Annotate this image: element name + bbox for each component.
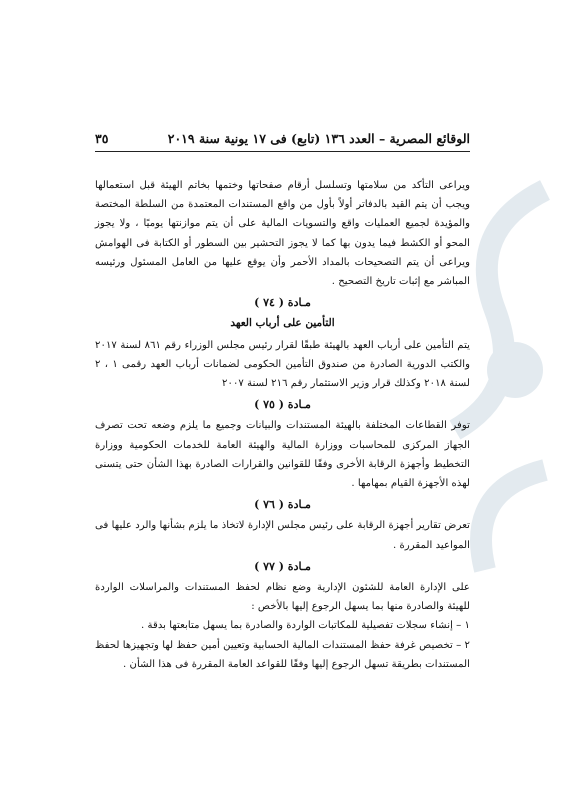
article-77-item: ١ – إنشاء سجلات تفصيلية للمكاتبات الواردة والصادرة بما يسهل متابعتها بدقة . xyxy=(141,620,470,632)
article-77-item: ٢ – تخصيص غرفة حفظ المستندات المالية الحسابية وتعيين أمين حفظ لها وتجهيزها لحفظ المستندات بطريقة تسهل الرجوع إليها وفقًا للقواعد العامة المقررة فى هذا الشأن . xyxy=(95,639,470,670)
article-74-text: يتم التأمين على أرباب العهد بالهيئة طبقًا لقرار رئيس مجلس الوزراء رقم ٨٦١ لسنة ٢٠١٧ والكتب الدورية الصادرة من صندوق التأمين الحكومى لضمانات أرباب العهد رقمى ١ ، ٢ لسنة ٢٠١٨ وكذلك قرار وزير الاستثمار رقم ٢١٦ لسنة ٢٠٠٧ xyxy=(95,339,470,390)
article-77-text: على الإدارة العامة للشئون الإدارية وضع نظام لحفظ المستندات والمراسلات الواردة للهيئة والصادرة منها بما يسهل الرجوع إليها بالأخص : xyxy=(95,582,470,613)
article-74-heading: مـادة ( ٧٤ ) xyxy=(254,296,311,310)
article-74-subheading: التأمين على أرباب العهد xyxy=(230,317,335,330)
page-number: ٣٥ xyxy=(95,131,109,146)
header-title: الوقائع المصرية – العدد ١٣٦ (تابع) فى ١٧ يونية سنة ٢٠١٩ xyxy=(167,131,470,146)
article-76-text: تعرض تقارير أجهزة الرقابة على رئيس مجلس الإدارة لاتخاذ ما يلزم بشأنها والرد عليها فى المواعيد المقررة . xyxy=(95,520,470,551)
page-header xyxy=(95,131,470,152)
article-76-heading: مـادة ( ٧٦ ) xyxy=(254,498,311,512)
article-75-text: توفر القطاعات المختلفة بالهيئة المستندات والبيانات وجميع ما يلزم وضعه تحت تصرف الجهاز المركزى للمحاسبات ووزارة المالية والهيئة العامة للخدمات الحكومية ووزارة التخطيط وأجهزة الرقابة الأخرى وفقًا للقوانين والقرارات الصادرة بهذا الشأن حتى يتسنى لهذه الأجهزة القيام بمهامها . xyxy=(95,420,470,490)
article-75-heading: مـادة ( ٧٥ ) xyxy=(254,398,311,412)
article-77-heading: مـادة ( ٧٧ ) xyxy=(254,559,311,573)
intro-paragraph: ويراعى التأكد من سلامتها وتسلسل أرقام صفحاتها وختمها بخاتم الهيئة قبل استعمالها ويجب أن يتم القيد بالدفاتر أولاً بأول من واقع المستندات المعتمدة من السلطة المختصة والمؤيدة لجميع العمليات واقع والتسويات المالية على أن يتم موازنتها يوميًا ، ولا يجوز المحو أو الكشط فيما يدون بها كما لا يجوز التحشير بين السطور أو الكتابة فى الهوامش ويراعى أن يتم التصحيحات بالمداد الأحمر وأن يوقع عليها من العامل المسئول ورئيسه المباشر مع إثبات تاريخ التصحيح . xyxy=(95,180,470,288)
document-body xyxy=(95,176,470,674)
